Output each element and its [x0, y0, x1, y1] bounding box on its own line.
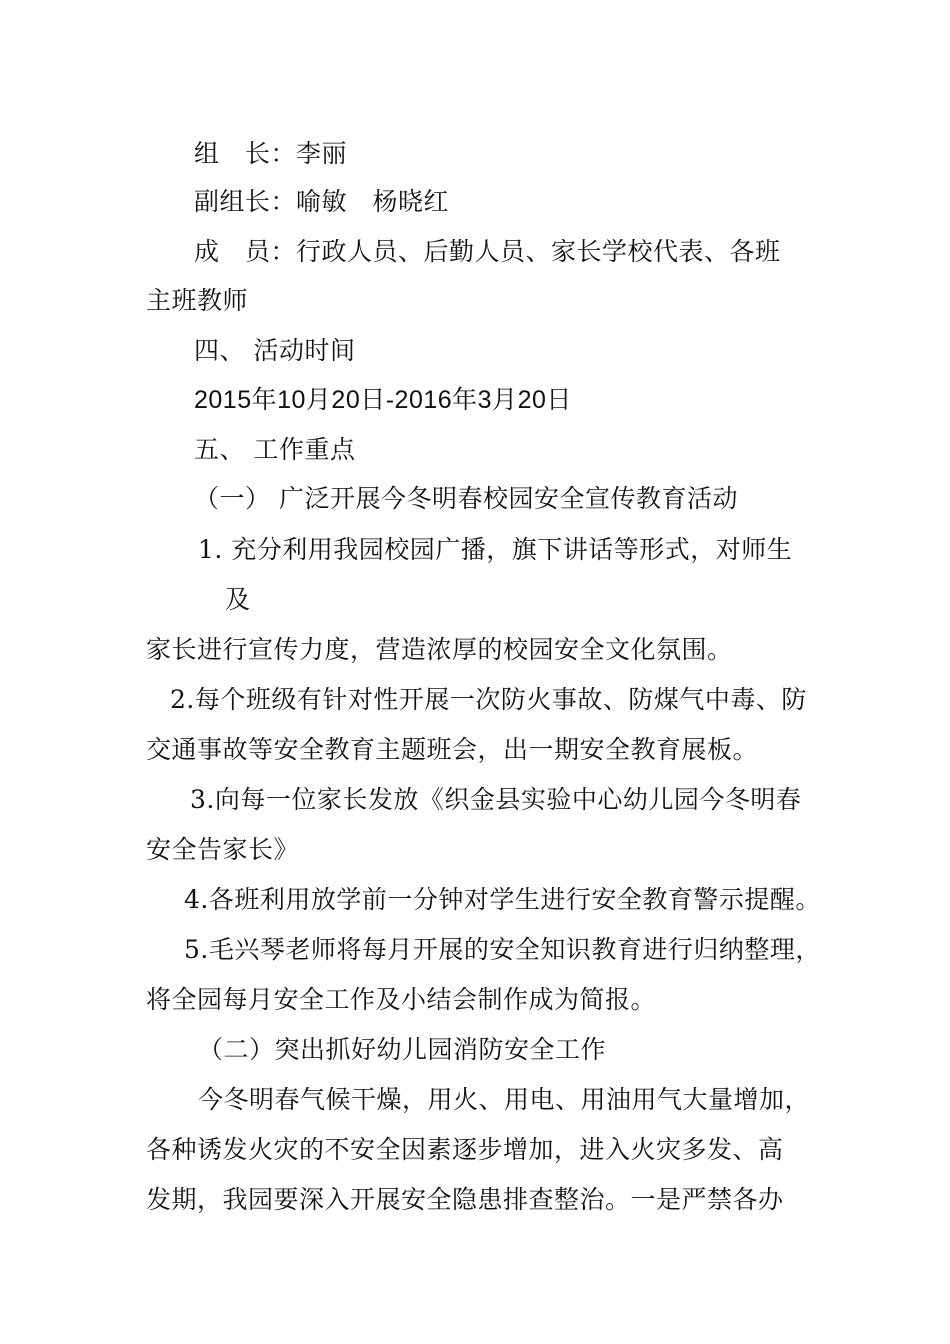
- item-1-line-3: 家长进行宣传力度，营造浓厚的校园安全文化氛围。: [146, 635, 733, 664]
- item-5-line-1: 5.毛兴琴老师将每月开展的安全知识教育进行归纳整理，: [184, 935, 821, 964]
- item-5-line-2: 将全园每月安全工作及小结会制作成为简报。: [146, 985, 657, 1014]
- item-2-line-2: 交通事故等安全教育主题班会，出一期安全教育展板。: [146, 735, 759, 764]
- section-five-heading: 五、 工作重点: [194, 435, 356, 464]
- paragraph-line-1: 今冬明春气候干燥，用火、用电、用油用气大量增加，: [198, 1085, 811, 1114]
- paragraph-line-3: 发期，我园要深入开展安全隐患排查整治。一是严禁各办: [146, 1185, 784, 1214]
- deputy-leader-line: 副组长：喻敏 杨晓红: [194, 187, 450, 216]
- item-3-line-1: 3.向每一位家长发放《织金县实验中心幼儿园今冬明春: [190, 785, 802, 814]
- subsection-one-heading: （一） 广泛开展今冬明春校园安全宣传教育活动: [194, 484, 738, 513]
- item-2-line-1: 2.每个班级有针对性开展一次防火事故、防煤气中毒、防: [170, 685, 807, 714]
- item-1-line-1: 1. 充分利用我园校园广播，旗下讲话等形式，对师生: [198, 535, 793, 564]
- members-line: 成 员：行政人员、后勤人员、家长学校代表、各班: [194, 237, 781, 266]
- subsection-two-heading: （二）突出抓好幼儿园消防安全工作: [198, 1035, 607, 1064]
- leader-line: 组 长：李丽: [194, 139, 348, 168]
- paragraph-line-2: 各种诱发火灾的不安全因素逐步增加，进入火灾多发、高: [146, 1135, 784, 1164]
- members-continuation: 主班教师: [146, 286, 249, 315]
- item-4-line: 4.各班利用放学前一分钟对学生进行安全教育警示提醒。: [184, 885, 821, 914]
- item-3-line-2: 安全告家长》: [146, 835, 300, 864]
- activity-period: 2015年10月20日-2016年3月20日: [194, 386, 572, 414]
- section-four-heading: 四、 活动时间: [194, 336, 356, 365]
- item-1-line-2: 及: [225, 585, 251, 614]
